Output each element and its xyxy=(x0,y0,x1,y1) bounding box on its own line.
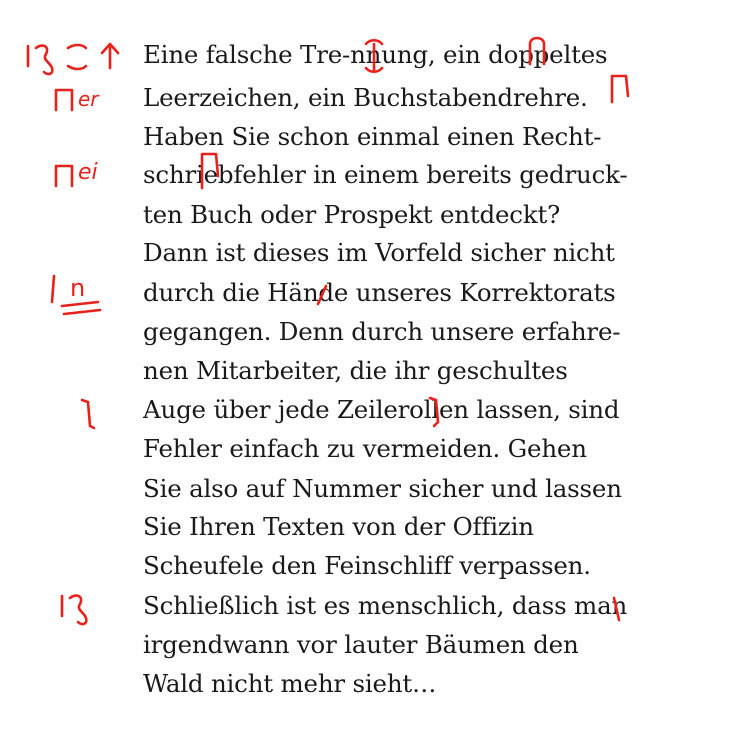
text-line: nen Mitarbeiter, die ihr geschultes xyxy=(143,356,568,385)
text-line: Fehler einfach zu vermeiden. Gehen xyxy=(143,434,587,463)
text-line: Eine falsche Tre-nnung, ein doppeltes xyxy=(143,40,608,69)
inline-space-mark xyxy=(526,34,550,70)
text-line: Dann ist dieses im Vorfeld sicher nicht xyxy=(143,238,615,267)
margin-delete-mark xyxy=(58,590,98,626)
text-line: schriebfehler in einem bereits gedruck- xyxy=(143,160,628,189)
text-line: durch die Hände unseres Korrektorats xyxy=(143,278,616,307)
text-line: gegangen. Denn durch unsere erfahre- xyxy=(143,317,621,346)
text-line: Haben Sie schon einmal einen Recht- xyxy=(143,122,602,151)
double-underline-mark xyxy=(60,300,104,320)
text-line: ten Buch oder Prospekt entdeckt? xyxy=(143,200,561,229)
margin-note: n xyxy=(70,274,86,302)
text-line: irgendwann vor lauter Bäumen den xyxy=(143,630,579,659)
text-line: Sie Ihren Texten von der Offizin xyxy=(143,512,534,541)
text-line: Schließlich ist es menschlich, dass man xyxy=(143,591,628,620)
text-line: Wald nicht mehr sieht… xyxy=(143,669,437,698)
margin-space-mark xyxy=(78,396,98,432)
margin-note: er xyxy=(78,87,99,111)
text-line: Sie also auf Nummer sicher und lassen xyxy=(143,474,622,503)
inline-replace-mark xyxy=(198,148,222,192)
inline-replace-mark xyxy=(608,72,632,106)
text-line: Auge über jede Zeilerollen lassen, sind xyxy=(143,395,620,424)
inline-space-mark xyxy=(426,394,446,430)
inline-strike-mark xyxy=(610,594,624,624)
margin-delete-mark xyxy=(24,40,114,76)
margin-note: ei xyxy=(78,160,98,185)
inline-delete-hyphen-mark xyxy=(362,38,386,76)
inline-strike-mark xyxy=(316,282,330,310)
text-line: Scheufele den Feinschliff verpassen. xyxy=(143,551,591,580)
text-line: Leerzeichen, ein Buchstabendrehre. xyxy=(143,83,588,112)
